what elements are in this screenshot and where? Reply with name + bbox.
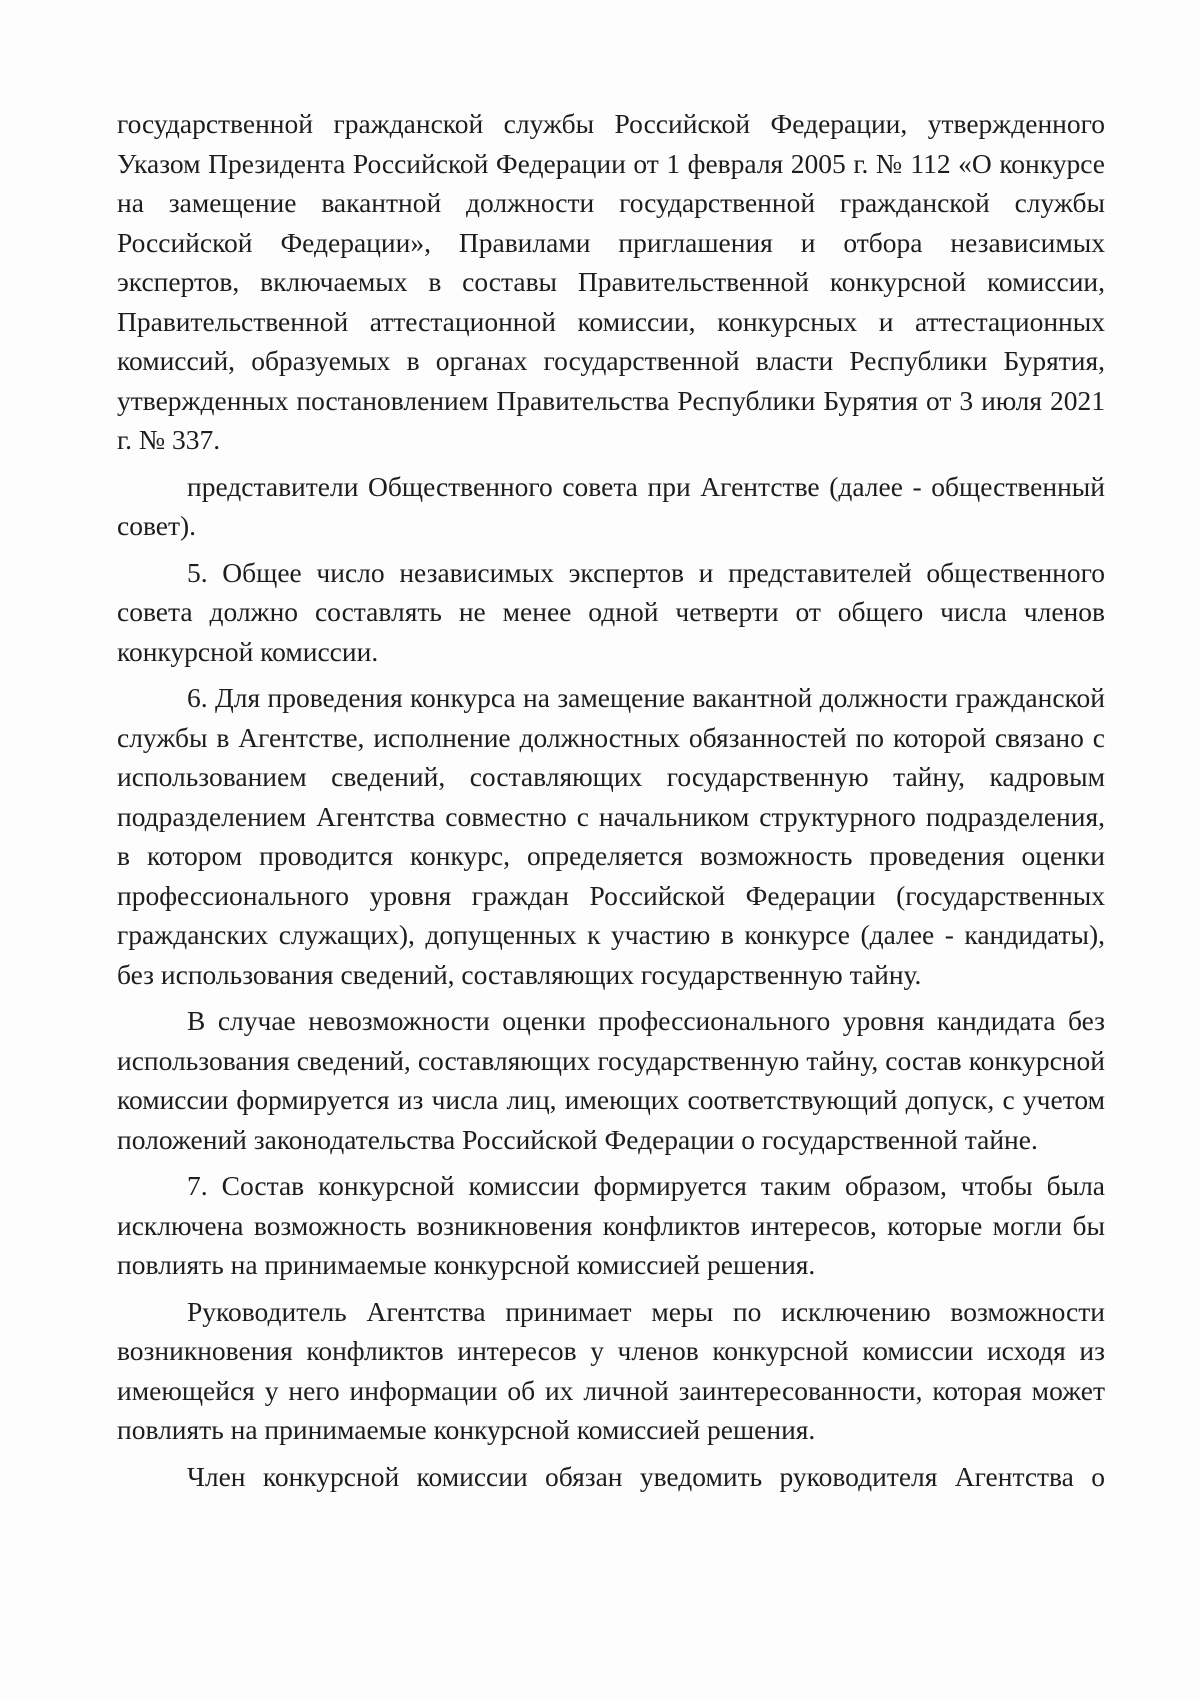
paragraph-public-council: представители Общественного совета при Агентстве (далее - общественный совет).	[117, 470, 1105, 541]
paragraph-item-6: 6. Для проведения конкурса на замещение вакантной должности гражданской службы в Агентстве, исполнение должностных обязанностей по которой связано с использованием сведений, составляющих государственную тайну, кадровым подразделением Агентства совместно с начальником структурного подразделения, в котором проводится конкурс, определяется возможность проведения оценки профессионального уровня граждан Российской Федерации (государственных гражданских служащих), допущенных к участию в конкурсе (далее - кандидаты), без использования сведений, составляющих государственную тайну.	[117, 682, 1105, 990]
paragraph-impossibility: В случае невозможности оценки профессионального уровня кандидата без использования сведений, составляющих государственную тайну, состав конкурсной комиссии формируется из числа лиц, имеющих соответствующий допуск, с учетом положений законодательства Российской Федерации о государственной тайне.	[117, 1005, 1105, 1155]
paragraph-continuation: государственной гражданской службы Российской Федерации, утвержденного Указом Президента Российской Федерации от 1 февраля 2005 г. № 112 «О конкурсе на замещение вакантной должности государственной гражданской службы Российской Федерации», Правилами приглашения и отбора независимых экспертов, включаемых в составы Правительственной конкурсной комиссии, Правительственной аттестационной комиссии, конкурсных и аттестационных комиссий, образуемых в органах государственной власти Республики Бурятия, утвержденных постановлением Правительства Республики Бурятия от 3 июля 2021 г. № 337.	[117, 108, 1105, 455]
paragraph-item-7: 7. Состав конкурсной комиссии формируется таким образом, чтобы была исключена возможность возникновения конфликтов интересов, которые могли бы повлиять на принимаемые конкурсной комиссией решения.	[117, 1170, 1105, 1280]
document-body	[117, 104, 1105, 1503]
paragraph-item-5: 5. Общее число независимых экспертов и представителей общественного совета должно составлять не менее одной четверти от общего числа членов конкурсной комиссии.	[117, 556, 1105, 667]
paragraph-head-measures: Руководитель Агентства принимает меры по исключению возможности возникновения конфликтов интересов у членов конкурсной комиссии исходя из имеющейся у него информации об их личной заинтересованности, которая может повлиять на принимаемые конкурсной комиссией решения.	[117, 1295, 1105, 1445]
paragraph-member-notify: Член конкурсной комиссии обязан уведомить руководителя Агентства о	[187, 1460, 1105, 1492]
